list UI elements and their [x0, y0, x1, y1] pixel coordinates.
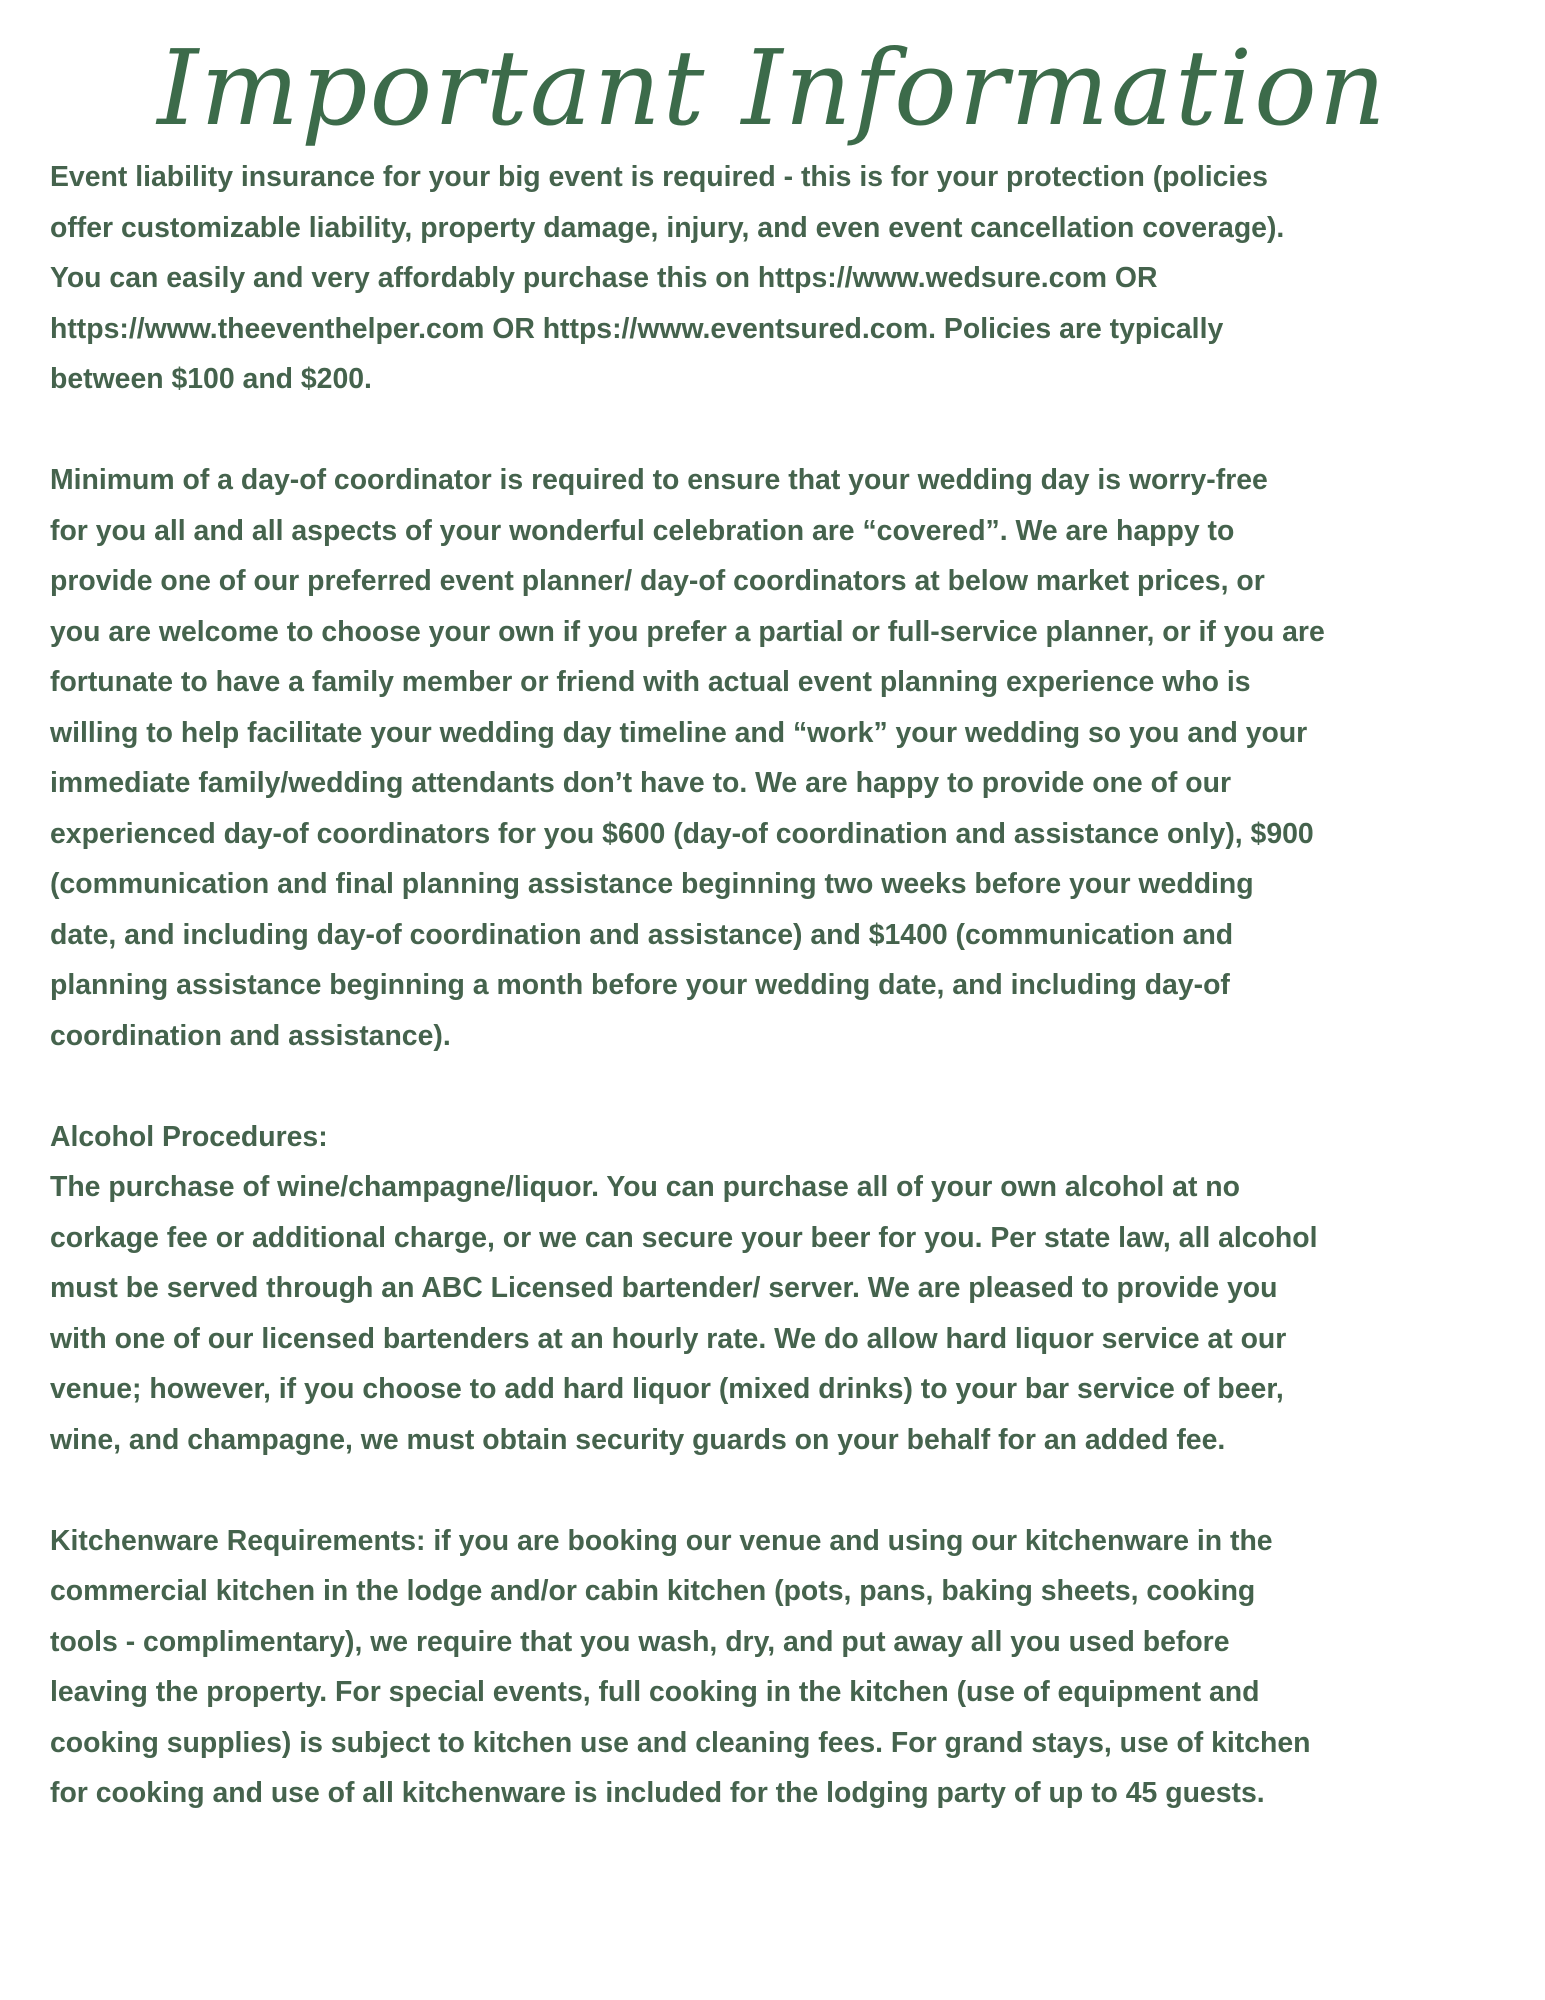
document-body [50, 152, 1500, 1819]
insurance-paragraph: Event liability insurance for your big event is required - this is for your protection (policies offer customizable liability, property damage, injury, and even event cancellation coverage). You can easily and very affordably purchase this on https://www.wedsure.com OR https://www.theeventhelper.com OR https://www.eventsured.com. Policies are typically between $100 and $200. [50, 161, 1285, 395]
coordinator-paragraph: Minimum of a day-of coordinator is required to ensure that your wedding day is worry-free for you all and all aspects of your wonderful celebration are “covered”. We are happy to provide one of our preferred event planner/ day-of coordinators at below market prices, or you are welcome to choose your own if you prefer a partial or full-service planner, or if you are fortunate to have a family member or friend with actual event planning experience who is willing to help facilitate your wedding day timeline and “work” your wedding so you and your immediate family/wedding attendants don’t have to. We are happy to provide one of our experienced day-of coordinators for you $600 (day-of coordination and assistance only), $900 (communication and final planning assistance beginning two weeks before your wedding date, and including day-of coordination and assistance) and $1400 (communication and planning assistance beginning a month before your wedding date, and including day-of coordination and assistance). [50, 464, 1325, 1052]
kitchenware-paragraph: Kitchenware Requirements: if you are booking our venue and using our kitchenware in the commercial kitchen in the lodge and/or cabin kitchen (pots, pans, baking sheets, cooking tools - complimentary), we require that you wash, dry, and put away all you used before leaving the property. For special events, full cooking in the kitchen (use of equipment and cooking supplies) is subject to kitchen use and cleaning fees. For grand stays, use of kitchen for cooking and use of all kitchenware is included for the lodging party of up to 45 guests. [50, 1524, 1311, 1809]
alcohol-paragraph: Alcohol Procedures: The purchase of wine/champagne/liquor. You can purchase all of your own alcohol at no corkage fee or additional charge, or we can secure your beer for you. Per state law, all alcohol must be served through an ABC Licensed bartender/ server. We are pleased to provide you with one of our licensed bartenders at an hourly rate. We do allow hard liquor service at our venue; however, if you choose to add hard liquor (mixed drinks) to your bar service of beer, wine, and champagne, we must obtain security guards on your behalf for an added fee. [50, 1120, 1318, 1456]
page-title: Important Information [157, 27, 1388, 149]
